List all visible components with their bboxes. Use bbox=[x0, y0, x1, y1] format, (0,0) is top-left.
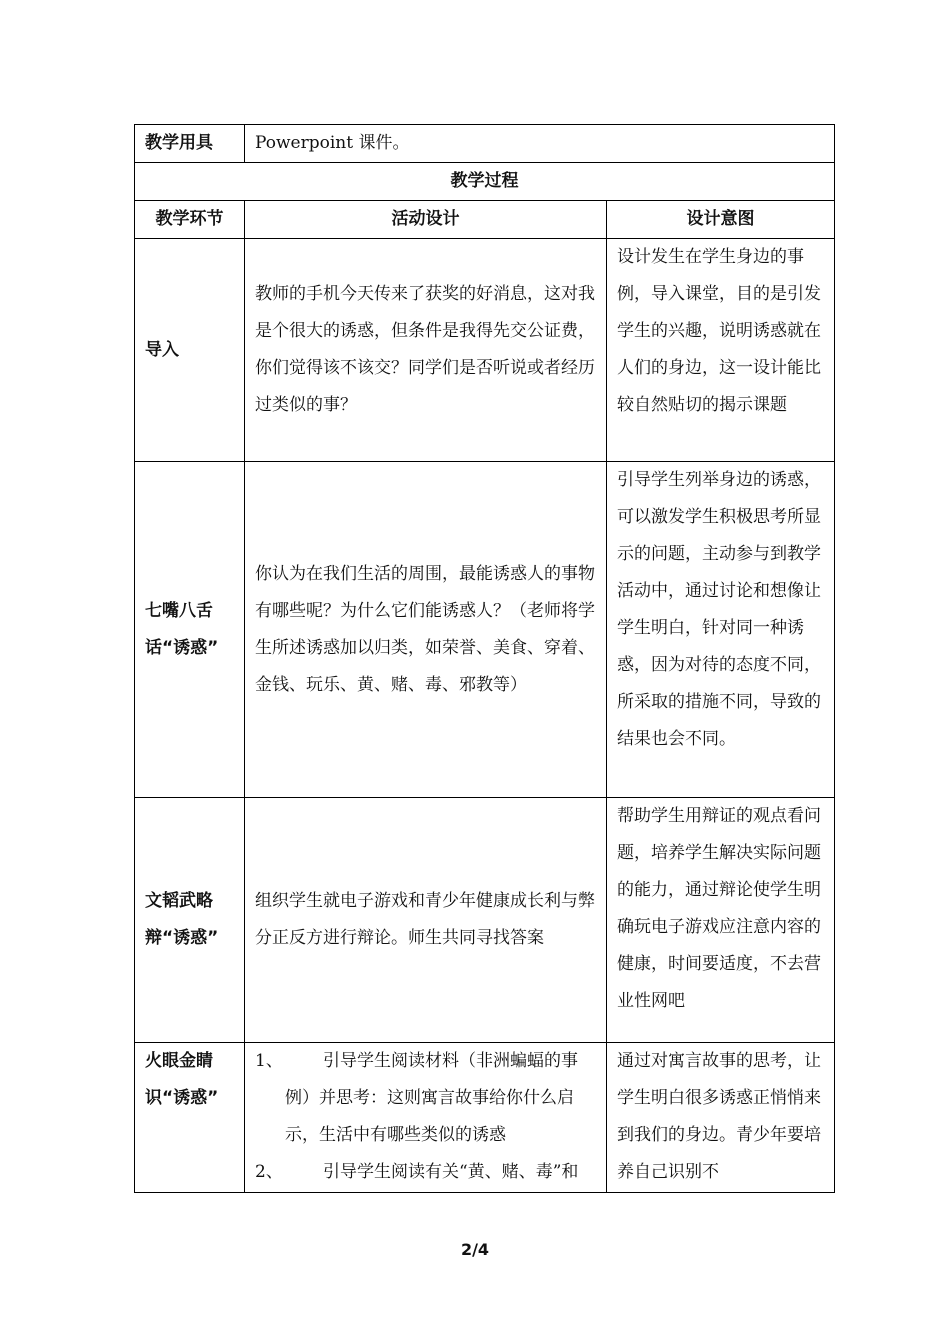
table-row bbox=[135, 239, 835, 462]
activity-text: 你认为在我们生活的周围，最能诱惑人的事物有哪些呢？为什么它们能诱惑人？（老师将学生所述诱惑加以归类，如荣誉、美食、穿着、金钱、玩乐、黄、赌、毒、邪教等） bbox=[255, 563, 595, 695]
process-title-row bbox=[135, 163, 835, 201]
activity-cell bbox=[245, 1043, 607, 1193]
process-title: 教学过程 bbox=[135, 163, 835, 201]
list-item bbox=[255, 1043, 596, 1154]
intent-text: 帮助学生用辩证的观点看问题，培养学生解决实际问题的能力，通过辩论使学生明确玩电子游戏应注意内容的健康，时间要适度，不去营业性网吧 bbox=[617, 806, 821, 1011]
table-row bbox=[135, 798, 835, 1043]
activity-cell bbox=[245, 798, 607, 1043]
activity-cell bbox=[245, 239, 607, 462]
intent-cell bbox=[607, 798, 835, 1043]
activity-text: 组织学生就电子游戏和青少年健康成长利与弊分正反方进行辩论。师生共同寻找答案 bbox=[255, 891, 595, 948]
tools-value: Powerpoint 课件。 bbox=[245, 125, 835, 163]
table-row bbox=[135, 1043, 835, 1193]
intent-text: 通过对寓言故事的思考，让学生明白很多诱惑正悄悄来到我们的身边。青少年要培养自己识别不 bbox=[617, 1051, 821, 1182]
step-text: 引导学生阅读材料（非洲蝙蝠的事例）并思考：这则寓言故事给你什么启示，生活中有哪些类似的诱惑 bbox=[285, 1051, 578, 1145]
page-number: 2/4 bbox=[460, 1240, 490, 1259]
table-row bbox=[135, 462, 835, 798]
lesson-plan-table bbox=[134, 124, 835, 1193]
intent-text: 设计发生在学生身边的事例，导入课堂，目的是引发学生的兴趣，说明诱惑就在人们的身边，这一设计能比较自然贴切的揭示课题 bbox=[617, 247, 821, 415]
stage-cell: 七嘴八舌话“诱惑” bbox=[135, 462, 245, 798]
step-number: 2、 bbox=[255, 1162, 283, 1182]
header-intent: 设计意图 bbox=[607, 201, 835, 239]
activity-cell bbox=[245, 462, 607, 798]
activity-steps bbox=[255, 1043, 596, 1191]
step-text: 引导学生阅读有关“黄、赌、毒”和 bbox=[323, 1162, 579, 1182]
intent-cell bbox=[607, 1043, 835, 1193]
tools-label: 教学用具 bbox=[135, 125, 245, 163]
header-stage: 教学环节 bbox=[135, 201, 245, 239]
intent-text: 引导学生列举身边的诱惑，可以激发学生积极思考所显示的问题，主动参与到教学活动中，通过讨论和想像让学生明白，针对同一种诱惑，因为对待的态度不同，所采取的措施不同，导致的结果也会不同。 bbox=[617, 470, 821, 749]
tools-row bbox=[135, 125, 835, 163]
activity-text: 教师的手机今天传来了获奖的好消息，这对我是个很大的诱惑，但条件是我得先交公证费，你们觉得该不该交？同学们是否听说或者经历过类似的事？ bbox=[255, 284, 595, 415]
stage-cell: 文韬武略辩“诱惑” bbox=[135, 798, 245, 1043]
header-activity: 活动设计 bbox=[245, 201, 607, 239]
stage-cell: 火眼金睛识“诱惑” bbox=[135, 1043, 245, 1193]
step-number: 1、 bbox=[255, 1051, 283, 1071]
header-row bbox=[135, 201, 835, 239]
stage-cell: 导入 bbox=[135, 239, 245, 462]
intent-cell bbox=[607, 462, 835, 798]
list-item bbox=[255, 1154, 596, 1191]
intent-cell bbox=[607, 239, 835, 462]
